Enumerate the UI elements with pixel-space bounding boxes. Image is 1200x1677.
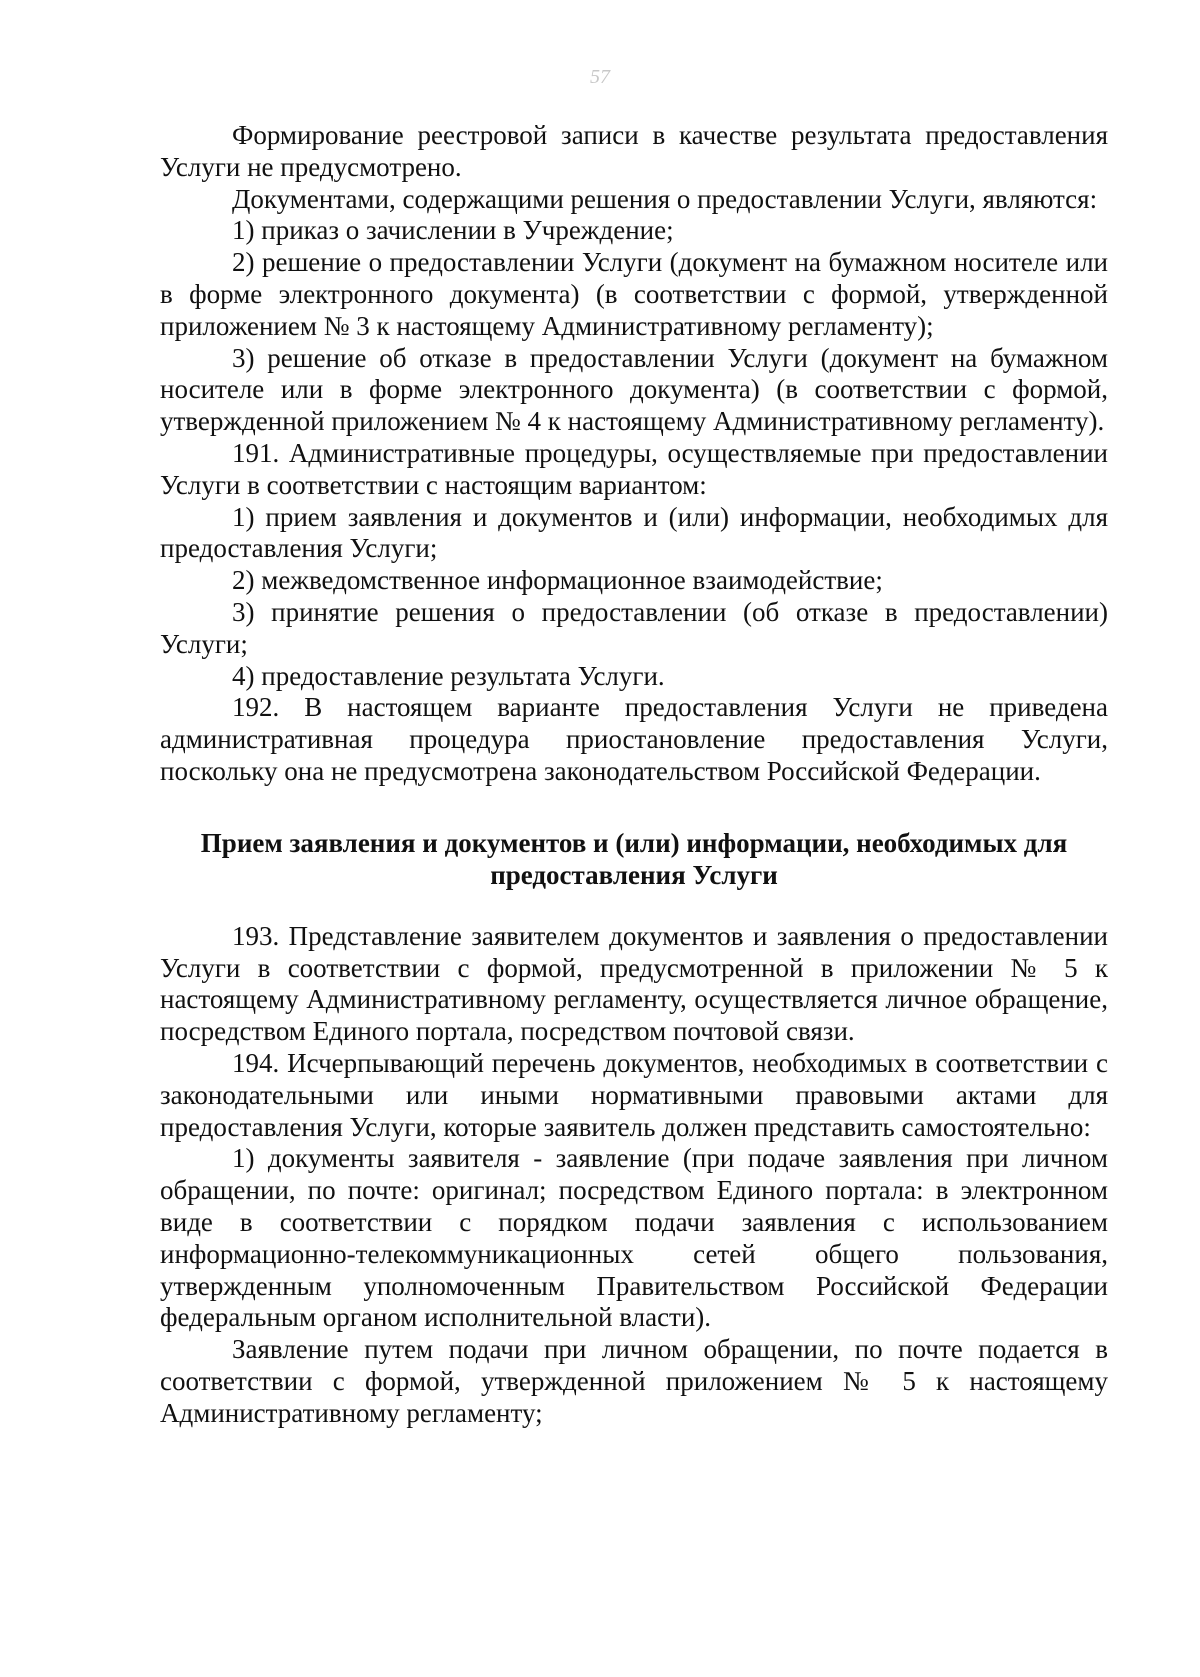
list-item: 1) документы заявителя - заявление (при подаче заявления при личном обращении, по почте: оригинал; посредством Единого портала: в электронном виде в соответствии с порядком подачи заявления с использованием информационно-телекоммуникационных сетей общего пользования, утвержденным уполномоченным Правительством Российской Федерации федеральным органом исполнительной власти). — [160, 1143, 1108, 1333]
clause-192: 192. В настоящем варианте предоставления Услуги не приведена административная процедура приостановление предоставления Услуги, поскольку она не предусмотрена законодательством Российской Федерации. — [160, 692, 1108, 786]
list-item: 3) решение об отказе в предоставлении Услуги (документ на бумажном носителе или в форме электронного документа) (в соответствии с формой, утвержденной приложением № 4 к настоящему Административному регламенту). — [160, 342, 1108, 437]
clause-191: 191. Административные процедуры, осуществляемые при предоставлении Услуги в соответствии с настоящим вариантом: — [160, 437, 1108, 500]
list-item: 3) принятие решения о предоставлении (об отказе в предоставлении) Услуги; — [160, 596, 1108, 659]
paragraph: Заявление путем подачи при личном обращении, по почте подается в соответствии с формой, утвержденной приложением № 5 к настоящему Административному регламенту; — [160, 1334, 1108, 1428]
paragraph: Документами, содержащими решения о предоставлении Услуги, являются: — [232, 183, 1098, 214]
list-item: 4) предоставление результата Услуги. — [232, 660, 665, 691]
page-number: 57 — [590, 66, 610, 88]
list-item: 1) приказ о зачислении в Учреждение; — [232, 215, 674, 246]
list-item: 2) межведомственное информационное взаимодействие; — [232, 565, 883, 596]
paragraph: Формирование реестровой записи в качестве результата предоставления Услуги не предусмотрено. — [160, 120, 1108, 182]
clause-194: 194. Исчерпывающий перечень документов, необходимых в соответствии с законодательными или иными нормативными правовыми актами для предоставления Услуги, которые заявитель должен представить самостоятельно: — [160, 1047, 1108, 1142]
list-item: 1) прием заявления и документов и (или) информации, необходимых для предоставления Услуги; — [160, 501, 1108, 564]
document-body — [160, 120, 1108, 1429]
clause-193: 193. Представление заявителем документов и заявления о предоставлении Услуги в соответствии с формой, предусмотренной в приложении № 5 к настоящему Административному регламенту, осуществляется личное обращение, посредством Единого портала, посредством почтовой связи. — [160, 920, 1108, 1047]
list-item: 2) решение о предоставлении Услуги (документ на бумажном носителе или в форме электронного документа) (в соответствии с формой, утвержденной приложением № 3 к настоящему Административному регламенту); — [160, 247, 1108, 341]
section-heading: Прием заявления и документов и (или) информации, необходимых для предоставления Услуги — [200, 827, 1068, 890]
